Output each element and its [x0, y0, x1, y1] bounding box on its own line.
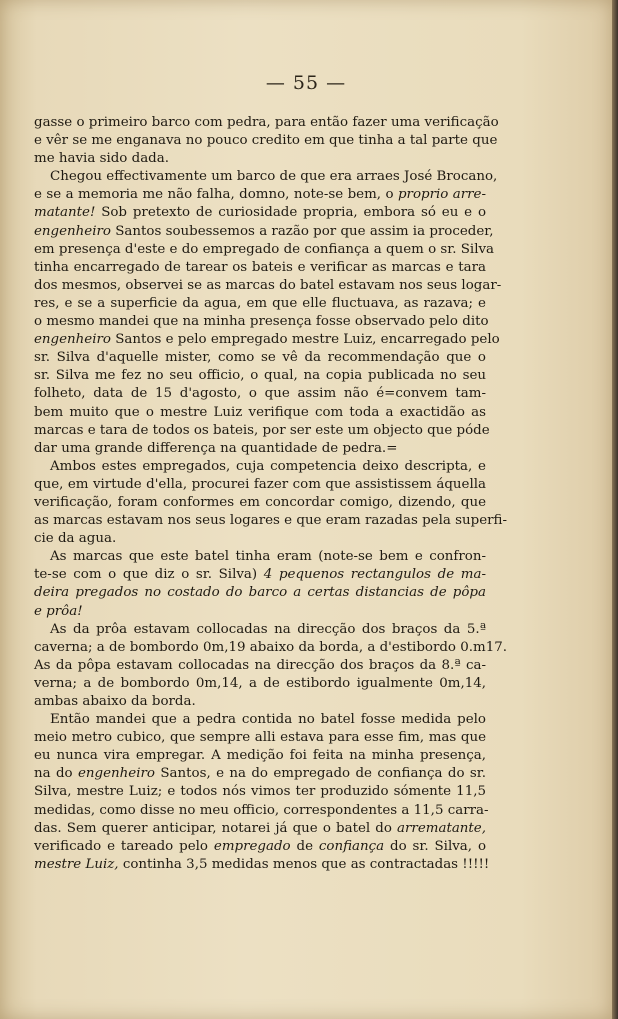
text-line: [34, 476, 486, 494]
text-line: [34, 204, 486, 222]
text-line: [34, 241, 495, 259]
text-segment: Ambos estes empregados, cuja competencia deixo descripta, e: [50, 458, 486, 474]
text-segment: sr. Silva me fez no seu officio, o qual, na copia publicada no seu: [34, 368, 486, 384]
text-line: [34, 729, 486, 747]
text-segment: bem muito que o mestre Luiz verifique com toda a exactidão as: [34, 404, 486, 420]
text-segment: de: [290, 838, 319, 854]
text-segment: ambas abaixo da borda.: [34, 694, 196, 709]
text-segment: folheto, data de 15 d'agosto, o que assim não é=convem tam-: [34, 386, 486, 402]
text-segment: verificação, foram conformes em concordar comigo, dizendo, que: [34, 494, 486, 510]
italic-segment: 4 pequenos rectangulos de ma-: [263, 567, 486, 583]
text-line: [34, 711, 486, 729]
text-segment: tinha encarregado de tarear os bateis e verificar as marcas e tara: [34, 259, 486, 275]
italic-segment: e prôa!: [34, 603, 83, 619]
text-line: [34, 765, 486, 783]
text-segment: marcas e tara de todos os bateis, por ser este um objecto que póde: [34, 422, 490, 438]
text-line: [34, 693, 486, 711]
text-line: [34, 259, 486, 277]
text-segment: cie da agua.: [34, 531, 117, 547]
text-line: [34, 458, 486, 476]
text-line: [34, 114, 499, 132]
text-segment: continha 3,5 medidas menos que as contractadas !!!!!: [118, 856, 490, 872]
text-segment: que, em virtude d'ella, procurei fazer com que assistissem áquella: [34, 476, 486, 492]
text-segment: meio metro cubico, que sempre alli estava para esse fim, mas que: [34, 730, 486, 746]
text-line: [34, 404, 486, 422]
text-segment: As da prôa estavam collocadas na direcção dos braços da 5.ª: [50, 621, 486, 637]
text-line: [34, 512, 507, 530]
text-line: [34, 295, 486, 313]
text-segment: na do: [34, 766, 78, 782]
text-segment: dar uma grande differença na quantidade de pedra.=: [34, 440, 398, 456]
text-segment: do sr. Silva, o: [384, 838, 487, 854]
text-segment: me havia sido dada.: [34, 151, 169, 167]
italic-segment: matante!: [34, 205, 96, 221]
page-edge: [612, 0, 618, 1019]
text-line: [34, 530, 486, 548]
text-segment: e se a memoria me não falha, domno, note-se bem, o: [34, 187, 398, 203]
text-segment: caverna; a de bombordo 0m,19 abaixo da borda, a d'estibordo 0.m17.: [34, 639, 508, 655]
text-line: [34, 802, 489, 820]
text-line: [34, 223, 494, 241]
text-line: [34, 856, 490, 874]
text-line: [34, 548, 486, 566]
text-line: [34, 385, 486, 403]
italic-segment: mestre Luiz,: [34, 856, 119, 872]
text-segment: sr. Silva d'aquelle mister, como se vê da recommendação que o: [34, 350, 486, 366]
italic-segment: empregado: [213, 838, 291, 854]
text-line: [34, 621, 486, 639]
text-line: [34, 349, 486, 367]
italic-segment: arrematante,: [397, 820, 486, 836]
text-segment: res, e se a superficie da agua, em que elle fluctuava, as razava; e: [34, 295, 486, 311]
text-line: [34, 150, 486, 168]
body-text: [34, 114, 508, 874]
text-segment: verificado e tareado pelo: [34, 838, 214, 854]
text-segment: medidas, como disse no meu officio, correspondentes a 11,5 carra-: [34, 802, 489, 818]
text-segment: e vêr se me enganava no pouco credito em que tinha a tal parte que: [34, 133, 498, 149]
text-line: [34, 584, 486, 602]
text-segment: as marcas estavam nos seus logares e que eram razadas pela superfi-: [34, 513, 507, 529]
text-segment: Santos soubessemos a razão por que assim ia proceder,: [110, 223, 494, 239]
text-line: [34, 657, 486, 675]
text-segment: As da pôpa estavam collocadas na direcção dos braços da 8.ª ca-: [34, 657, 486, 673]
italic-segment: confiança: [318, 838, 385, 854]
italic-segment: deira pregados no costado do barco a certas distancias de pôpa: [34, 585, 486, 601]
italic-segment: engenheiro: [34, 223, 111, 239]
text-line: [34, 186, 486, 204]
italic-segment: proprio arre-: [397, 187, 487, 203]
text-line: [34, 603, 486, 621]
text-line: [34, 168, 498, 186]
text-line: [34, 313, 489, 331]
text-segment: verna; a de bombordo 0m,14, a de estibordo igualmente 0m,14,: [34, 675, 486, 691]
text-segment: o mesmo mandei que na minha presença fosse observado pelo dito: [34, 314, 489, 330]
text-segment: te-se com o que diz o sr. Silva): [34, 567, 264, 583]
text-line: [34, 783, 486, 801]
text-segment: Santos, e na do empregado de confiança do sr.: [154, 766, 486, 782]
text-line: [34, 747, 486, 765]
text-segment: As marcas que este batel tinha eram (note-se bem e confron-: [50, 549, 486, 565]
text-line: [34, 639, 508, 657]
italic-segment: engenheiro: [34, 332, 111, 348]
text-segment: dos mesmos, observei se as marcas do batel estavam nos seus logar-: [34, 277, 502, 293]
text-line: [34, 132, 498, 150]
text-segment: Santos e pelo empregado mestre Luiz, encarregado pelo: [110, 332, 500, 348]
text-segment: em presença d'este e do empregado de confiança a quem o sr. Silva: [34, 241, 495, 257]
text-line: [34, 422, 490, 440]
text-line: [34, 566, 486, 584]
text-line: [34, 331, 500, 349]
text-line: [34, 838, 486, 856]
text-segment: Chegou effectivamente um barco de que era arraes José Brocano,: [50, 169, 498, 185]
text-line: [34, 820, 486, 838]
text-line: [34, 675, 486, 693]
text-line: [34, 494, 486, 512]
text-line: [34, 367, 486, 385]
italic-segment: engenheiro: [78, 766, 155, 782]
text-segment: gasse o primeiro barco com pedra, para então fazer uma verificação: [34, 115, 499, 130]
text-segment: Então mandei que a pedra contida no batel fosse medida pelo: [50, 712, 486, 728]
page-number: — 55 —: [265, 72, 347, 94]
text-segment: Silva, mestre Luiz; e todos nós vimos ter produzido sómente 11,5: [34, 784, 486, 800]
text-segment: eu nunca vira empregar. A medição foi feita na minha presença,: [34, 748, 486, 764]
text-line: [34, 440, 486, 458]
text-segment: das. Sem querer anticipar, notarei já que o batel do: [34, 820, 398, 836]
text-segment: Sob pretexto de curiosidade propria, embora só eu e o: [95, 205, 486, 221]
text-line: [34, 277, 502, 295]
